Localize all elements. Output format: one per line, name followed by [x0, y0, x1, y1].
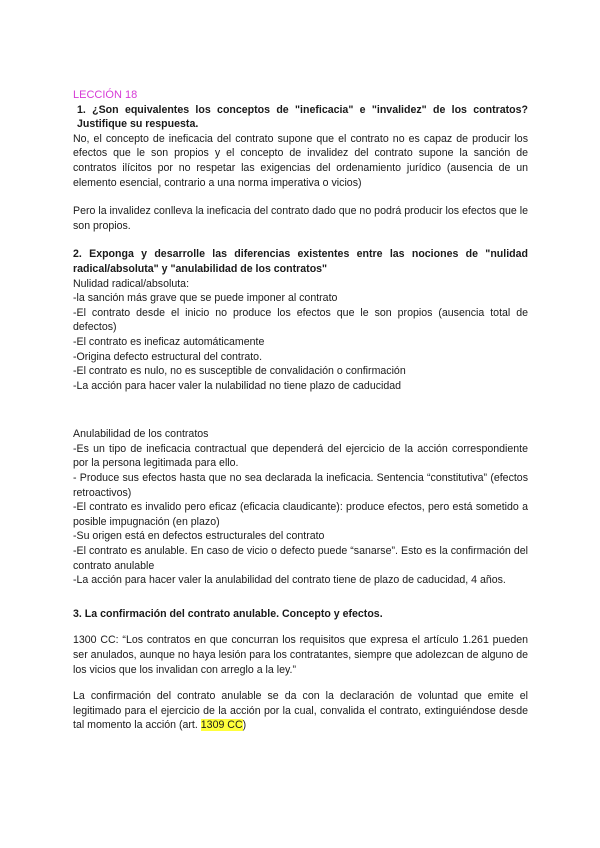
question-3-answer: [73, 689, 528, 733]
article-1300-quote: 1300 CC: “Los contratos en que concurran los requisitos que expresa el artículo 1.261 pueden ser anulados, aunque no haya lesión para los contratantes, siempre que adolezcan de alguno de los vicios que los invalidan con arreglo a la ley.”: [73, 634, 528, 676]
list-item: -El contrato es invalido pero eficaz (eficacia claudicante): produce efectos, pero está sometido a posible impugnación (en plazo): [73, 501, 528, 528]
list-item: -El contrato es ineficaz automáticamente: [73, 335, 265, 348]
question-1-answer-paragraph-1: No, el concepto de ineficacia del contrato supone que el contrato no es capaz de producir los efectos que le son propios y el concepto de invalidez del contrato supone la sanción de contratos ilícitos por no respetar las exigencias del ordenamiento jurídico (ausencia de un elemento esencial, contrario a una norma imperativa o vicios): [73, 132, 528, 189]
list-item: -El contrato desde el inicio no produce los efectos que le son propios (ausencia total de defectos): [73, 306, 528, 334]
nulidad-list: [73, 291, 528, 393]
list-item: -Origina defecto estructural del contrato.: [73, 350, 263, 363]
anulabilidad-list: [73, 442, 528, 588]
list-item: - Produce sus efectos hasta que no sea declarada la ineficacia. Sentencia “constitutiva” (efectos retroactivos): [73, 472, 528, 499]
question-1-title: 1. ¿Son equivalentes los conceptos de "ineficacia" e "invalidez" de los contratos? Justifique su respuesta.: [77, 103, 528, 131]
question-1-answer-paragraph-2: Pero la invalidez conlleva la ineficacia del contrato dado que no podrá producir los efectos que le son propios.: [73, 205, 528, 232]
answer-text-end: ): [242, 719, 247, 732]
list-item: -Su origen está en defectos estructurales del contrato: [73, 530, 325, 543]
list-item: -la sanción más grave que se puede imponer al contrato: [73, 292, 338, 305]
question-3-title: 3. La confirmación del contrato anulable. Concepto y efectos.: [73, 607, 383, 620]
question-2-title: 2. Exponga y desarrolle las diferencias existentes entre las nociones de "nulidad radical/absoluta" y "anulabilidad de los contratos": [73, 248, 528, 275]
list-item: -El contrato es anulable. En caso de vicio o defecto puede “sanarse”. Esto es la confirmación del contrato anulable: [73, 545, 528, 572]
list-item: -La acción para hacer valer la anulabilidad del contrato tiene de plazo de caducidad, 4 años.: [73, 574, 506, 587]
nulidad-heading: Nulidad radical/absoluta:: [73, 277, 190, 290]
list-item: -El contrato es nulo, no es susceptible de convalidación o confirmación: [73, 365, 406, 378]
list-item: -La acción para hacer valer la nulabilidad no tiene plazo de caducidad: [73, 379, 402, 392]
highlighted-article-reference: 1309 CC: [200, 719, 243, 732]
list-item: -Es un tipo de ineficacia contractual que dependerá del ejercicio de la acción correspondiente por la persona legitimada para ello.: [73, 442, 528, 470]
answer-text: La confirmación del contrato anulable se da con la declaración de voluntad que emite el legitimado para el ejercicio de la acción por la cual, convalida el contrato, extinguiéndose desde tal momento la acción (art.: [73, 690, 528, 732]
document-page: [73, 88, 528, 733]
anulabilidad-heading: Anulabilidad de los contratos: [73, 428, 209, 441]
lesson-title: LECCIÓN 18: [73, 89, 138, 101]
